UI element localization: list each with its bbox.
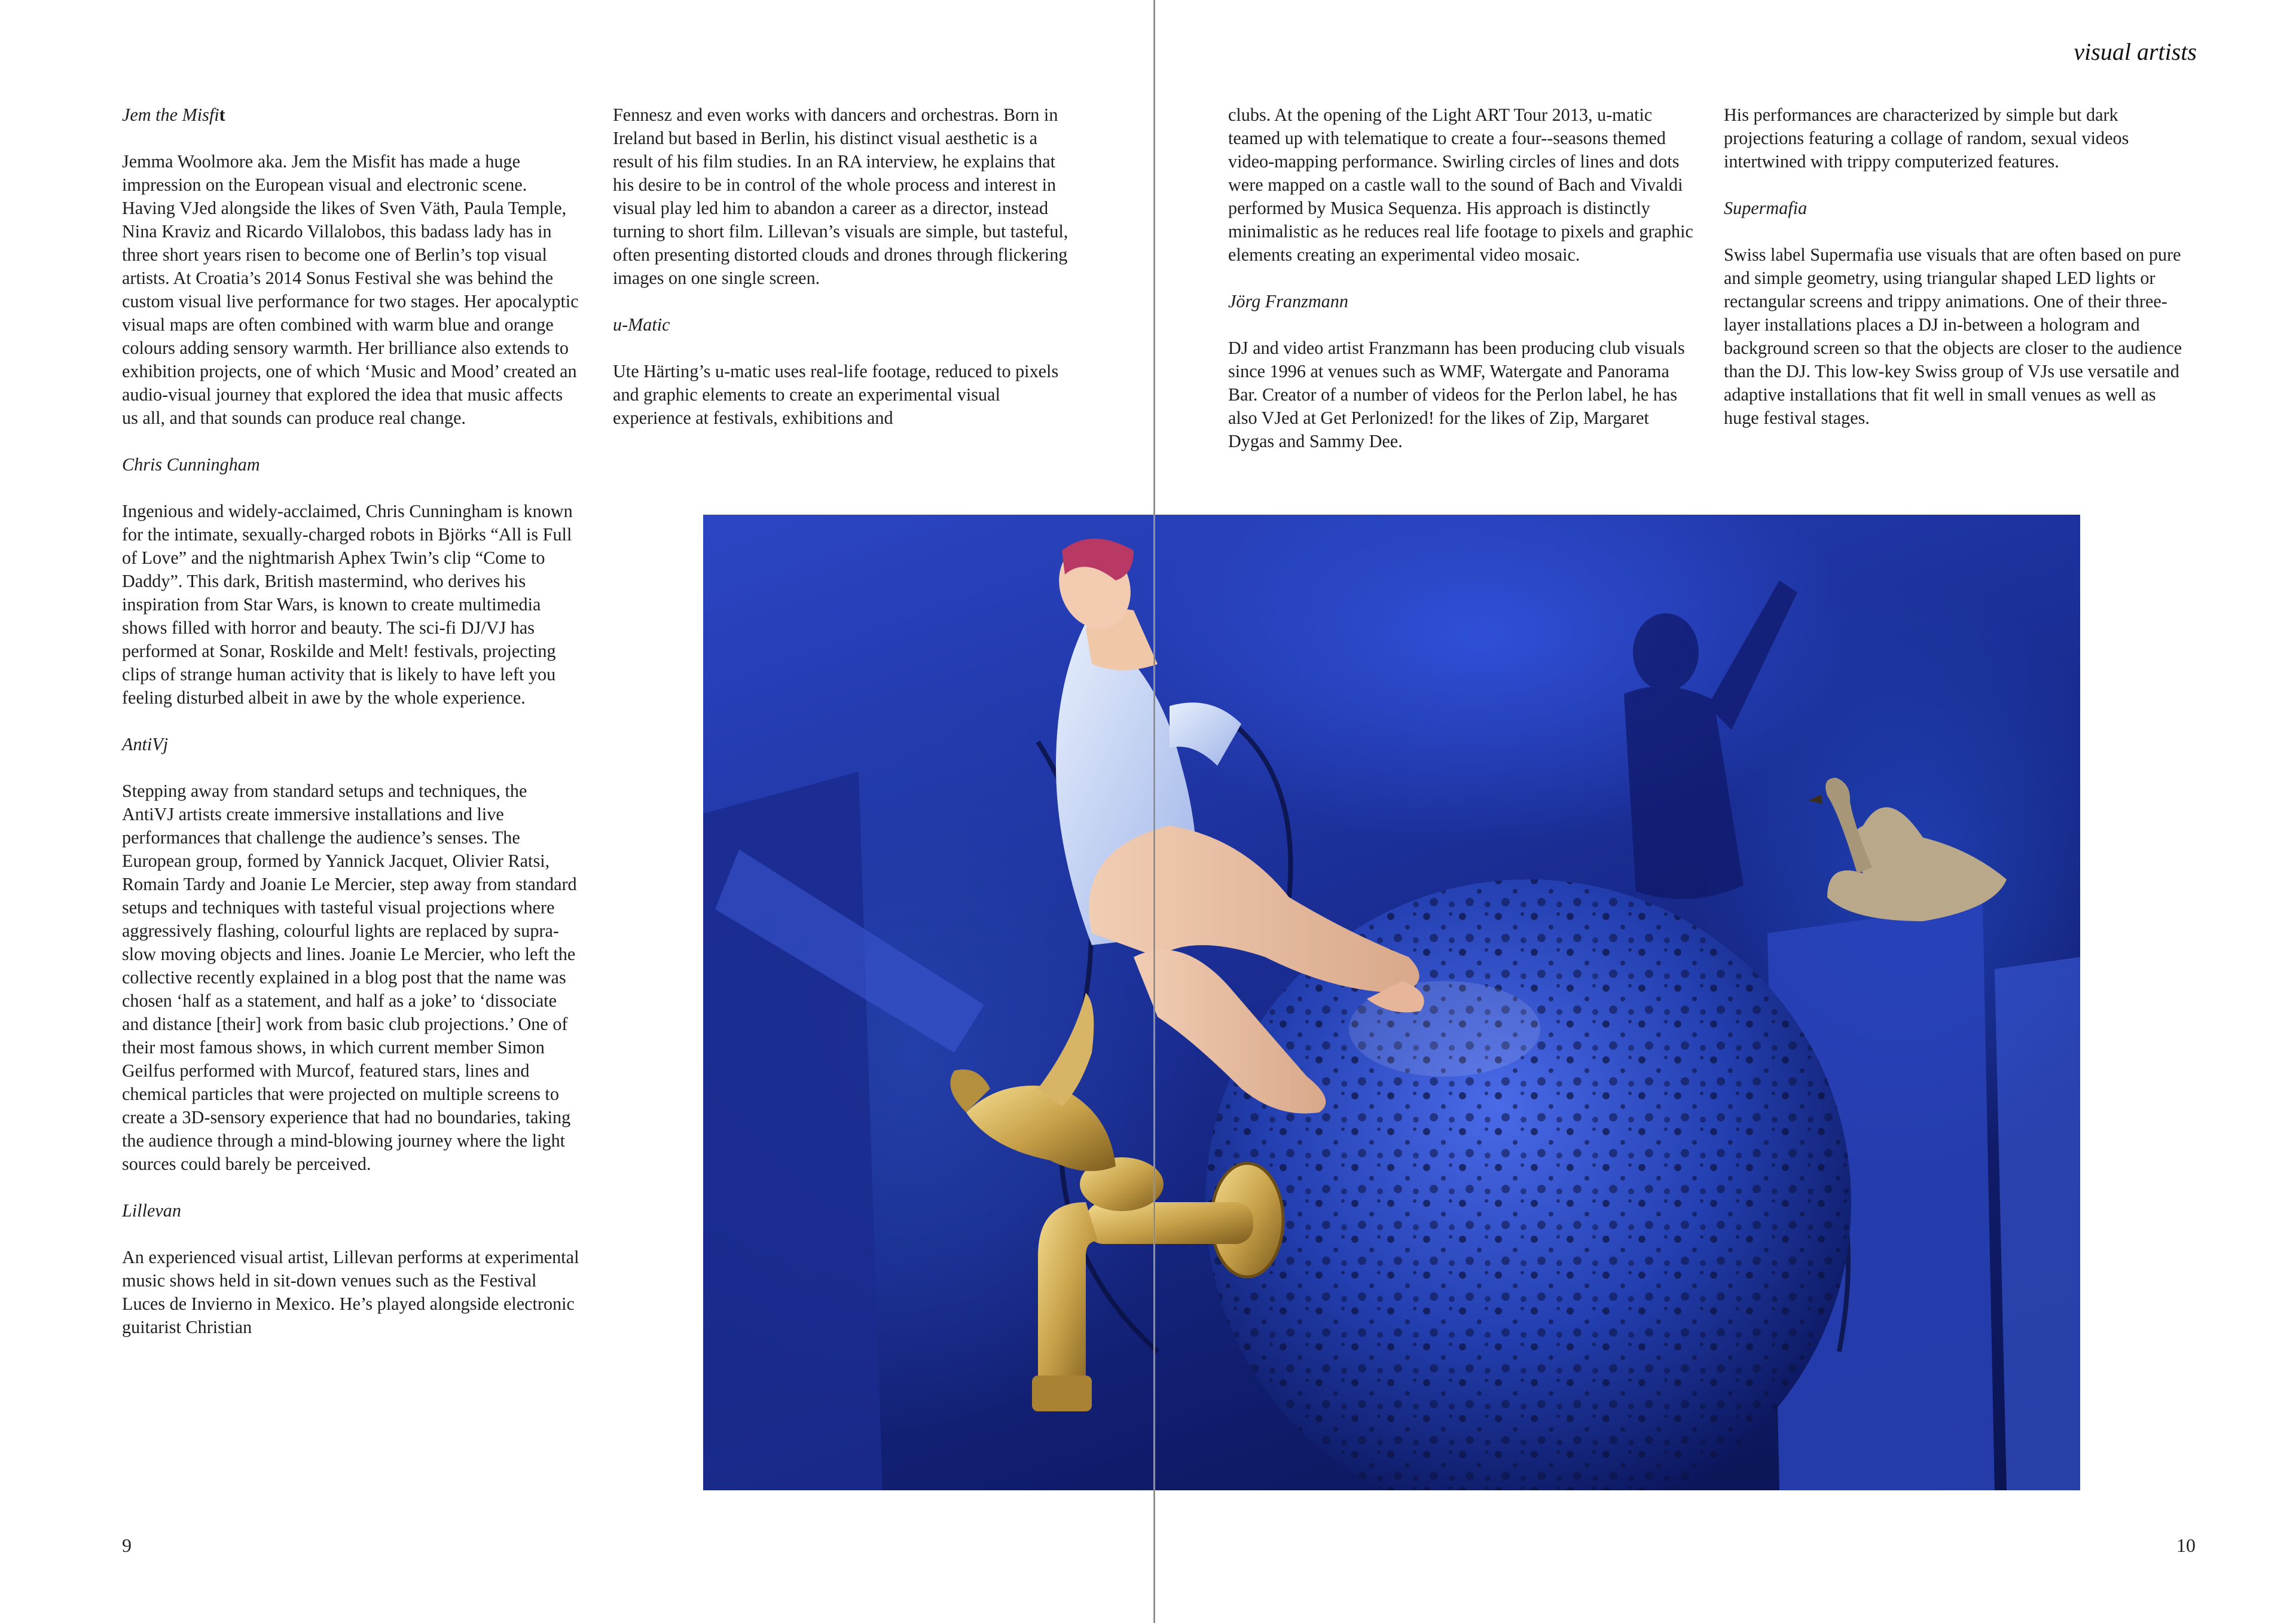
text-column-3 xyxy=(1228,103,1693,453)
body-paragraph: Stepping away from standard setups and techniques, the AntiVJ artists create immersive installations and live performances that challenge the audience’s senses. The European group, formed by Yannick Jacquet, Olivier Ratsi, Romain Tardy and Joanie Le Mercier, step away from standard setups and techniques with tasteful visual projections where aggressively flashing, colourful lights are replaced by supra-slow moving objects and lines. Joanie Le Mercier, who left the collective recently explained in a blog post that the name was chosen ‘half as a statement, and half as a joke’ to ‘dissociate and distance [their] work from basic club projections.’ One of their most famous shows, in which current member Simon Geilfus performed with Murcof, featured stars, lines and chemical particles that were projected on multiple screens to create a 3D-sensory experience that had no boundaries, taking the audience through a mind-blowing journey where the light sources could barely be perceived. xyxy=(122,781,577,1174)
article-heading xyxy=(122,103,582,127)
heading-text: Jem the Misfi xyxy=(122,105,219,125)
collage-photo xyxy=(703,515,2080,1490)
text-column-2 xyxy=(613,103,1076,430)
wall-shadow-figure xyxy=(1624,580,1797,899)
body-paragraph: Ute Härting’s u-matic uses real-life footage, reduced to pixels and graphic elements to create an experimental visual experience at festivals, exhibitions and xyxy=(613,361,1059,428)
body-paragraph: Swiss label Supermafia use visuals that are often based on pure and simple geometry, using triangular shaped LED lights or rectangular screens and trippy animations. One of their three-layer installations places a DJ in-between a hologram and background screen so that the objects are closer to the audience than the DJ. This low-key Swiss group of VJs use versatile and adaptive installations that fit well in small venues as well as huge festival stages. xyxy=(1724,244,2182,428)
article-heading: Jörg Franzmann xyxy=(1228,291,1348,311)
swan-figure xyxy=(1808,778,2007,921)
body-paragraph: His performances are characterized by simple but dark projections featuring a collage of random, sexual videos intertwined with trippy computerized features. xyxy=(1724,105,2129,172)
body-paragraph: clubs. At the opening of the Light ART Tour 2013, u-matic teamed up with telematique to create a four--seasons themed video-mapping performance. Swirling circles of lines and dots were mapped on a castle wall to the sound of Bach and Vivaldi performed by Musica Sequenza. His approach is distinctly minimalistic as he reduces real life footage to pixels and graphic elements creating an experimental video mosaic. xyxy=(1228,105,1693,265)
article-heading: Chris Cunningham xyxy=(122,454,260,475)
article-heading: AntiVj xyxy=(122,734,169,754)
text-column-1 xyxy=(122,103,582,1339)
body-paragraph: Fennesz and even works with dancers and orchestras. Born in Ireland but based in Berlin, his distinct visual aesthetic is a result of his film studies. In an RA interview, he explains that his desire to be in control of the whole process and interest in visual play led him to abandon a career as a director, instead turning to short film. Lillevan’s visuals are simple, but tasteful, often presenting distorted clouds and drones through flickering images on one single screen. xyxy=(613,105,1068,288)
body-paragraph: DJ and video artist Franzmann has been producing club visuals since 1996 at venues such as WMF, Watergate and Panorama Bar. Creator of a number of videos for the Perlon label, he has also VJed at Get Perlonized! for the likes of Zip, Margaret Dygas and Sammy Dee. xyxy=(1228,338,1685,451)
body-paragraph: Jemma Woolmore aka. Jem the Misfit has made a huge impression on the European visual and electronic scene. Having VJed alongside the likes of Sven Väth, Paula Temple, Nina Kraviz and Ricardo Villalobos, this badass lady has in three short years risen to become one of Berlin’s top visual artists. At Croatia’s 2014 Sonus Festival she was behind the custom visual live performance for two stages. Her apocalyptic visual maps are often combined with warm blue and orange colours adding sensory warmth. Her brilliance also extends to exhibition projects, one of which ‘Music and Mood’ created an audio-visual journey that explored the idea that music affects us all, and that sounds can produce real change. xyxy=(122,151,579,428)
page-number-left: 9 xyxy=(122,1535,132,1556)
heading-text-bold: t xyxy=(219,105,225,125)
body-paragraph: Ingenious and widely-acclaimed, Chris Cunningham is known for the intimate, sexually-charged robots in Björks “All is Full of Love” and the nightmarish Aphex Twin’s clip “Come to Daddy”. This dark, British mastermind, who derives his inspiration from Star Wars, is known to create multimedia shows filled with horror and beauty. The sci-fi DJ/VJ has performed at Sonar, Roskilde and Melt! festivals, projecting clips of strange human activity that is likely to have left you feeling disturbed albeit in awe by the whole experience. xyxy=(122,501,573,708)
page-number-right: 10 xyxy=(2176,1535,2196,1556)
running-head: visual artists xyxy=(2074,38,2197,65)
text-column-4 xyxy=(1724,103,2193,430)
body-paragraph: An experienced visual artist, Lillevan performs at experimental music shows held in sit-down venues such as the Festival Luces de Invierno in Mexico. He’s played alongside electronic guitarist Christian xyxy=(122,1247,579,1337)
article-heading: Lillevan xyxy=(122,1200,181,1221)
collage-illustration xyxy=(703,515,2080,1490)
page-gutter xyxy=(1153,0,1155,1623)
article-heading: Supermafia xyxy=(1724,198,1808,218)
article-heading: u-Matic xyxy=(613,314,670,335)
